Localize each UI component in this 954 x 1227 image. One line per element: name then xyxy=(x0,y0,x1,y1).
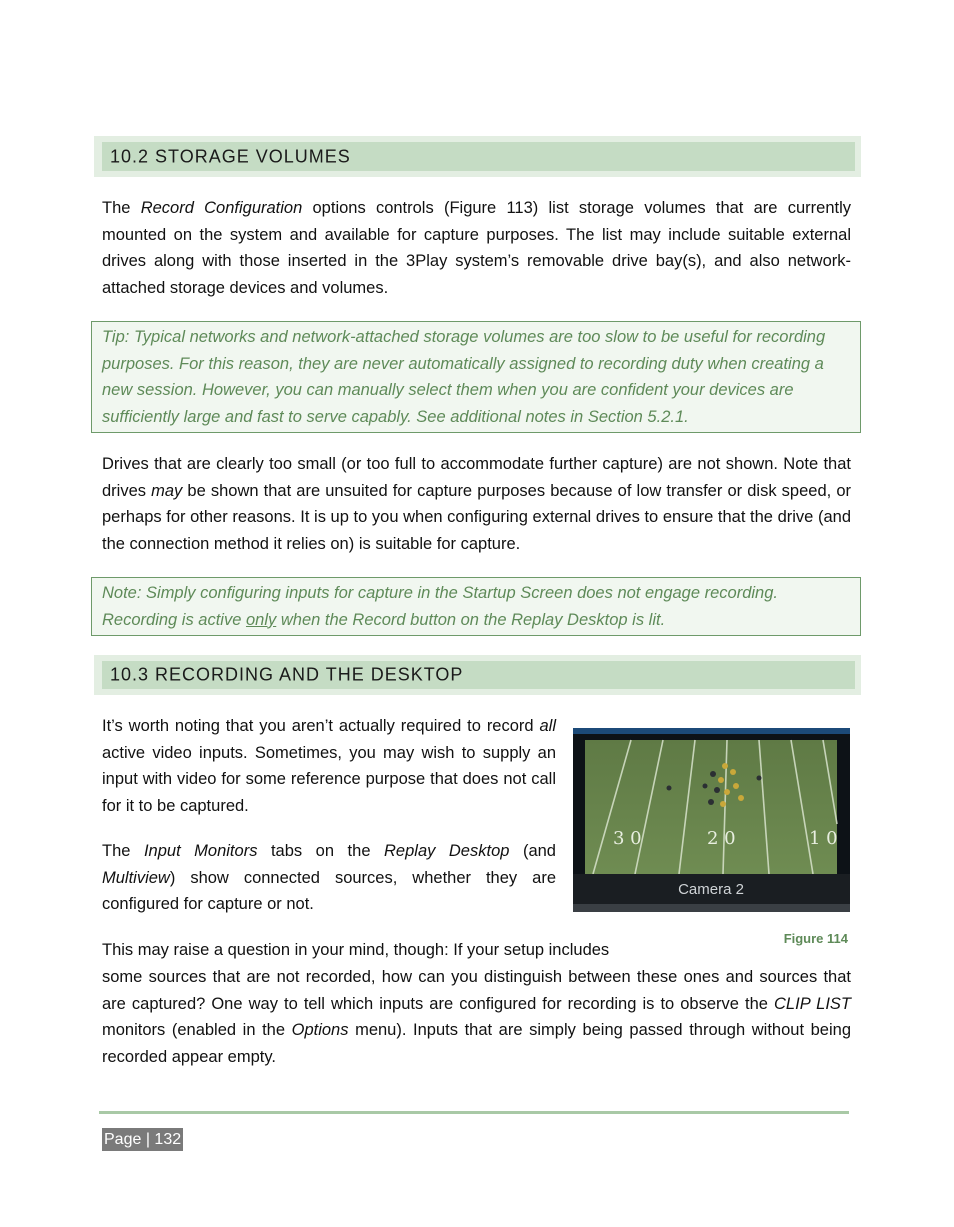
text-run: be shown that are unsuited for capture purposes because of low transfer or disk speed, or perhaps for other reasons. It is up to you when configuring external drives to ensure that the drive (and the connection method it relies on) is suitable for capture. xyxy=(102,481,851,553)
text-run-italic: Replay Desktop xyxy=(384,842,510,860)
camera-label: Camera 2 xyxy=(678,881,744,898)
text-run: ) show connected sources, whether they are configured for capture or not. xyxy=(102,868,556,914)
text-run: Note: Simply configuring inputs for capture in the Startup Screen does not engage recording. Recording is active xyxy=(102,584,778,629)
recording-paragraph-1 xyxy=(102,713,556,819)
text-run: monitors (enabled in the xyxy=(102,1021,292,1040)
text-run-italic: Multiview xyxy=(102,868,170,887)
yard-marker-10: 1 0 xyxy=(809,828,838,849)
yard-marker-20: 2 0 xyxy=(707,828,736,849)
text-run: (and xyxy=(509,842,556,860)
heading-text: 10.3 RECORDING AND THE DESKTOP xyxy=(110,664,464,685)
tip-box xyxy=(91,321,861,433)
heading-bar xyxy=(102,661,855,689)
section-10-2-heading xyxy=(94,136,861,177)
text-run: Drives that are clearly too small (or too full to accommodate further capture) are not shown. Note that drives xyxy=(102,455,851,500)
recording-paragraph-3 xyxy=(102,964,851,1070)
storage-paragraph-2 xyxy=(102,451,851,557)
text-run-italic: Input Monitors xyxy=(143,842,258,860)
text-run: some sources that are not recorded, how can you distinguish between these ones and sources that are captured? One way to tell which inputs are configured for recording is to observe the xyxy=(102,968,851,1013)
yard-marker-30: 3 0 xyxy=(613,828,642,849)
storage-paragraph-1 xyxy=(102,195,851,301)
text-run-italic: Record Configuration xyxy=(140,199,303,217)
text-run: It’s worth noting that you aren’t actually required to record xyxy=(102,717,540,735)
text-run: tabs on the xyxy=(257,842,385,860)
text-run: The xyxy=(102,199,141,217)
figure-114-camera-monitor xyxy=(573,728,850,912)
text-run: when the Record button on the Replay Desktop is lit. xyxy=(276,610,666,629)
text-run: menu). Inputs that are simply being passed through without being recorded appear empty. xyxy=(102,1021,851,1066)
footer-rule xyxy=(99,1111,849,1114)
text-run-italic: CLIP LIST xyxy=(774,994,851,1013)
figure-caption: Figure 114 xyxy=(783,931,848,946)
text-run: This may raise a question in your mind, though: If your setup includes xyxy=(102,941,610,959)
note-text xyxy=(102,580,850,633)
note-box xyxy=(91,577,861,636)
text-run: active video inputs. Sometimes, you may wish to supply an input with video for some reference purpose that does not call for it to be captured. xyxy=(102,743,556,815)
text-run-italic: Options xyxy=(291,1021,349,1040)
text-run: The xyxy=(102,842,144,860)
heading-text: 10.2 STORAGE VOLUMES xyxy=(110,146,351,166)
football-field-image xyxy=(573,728,850,912)
text-run-italic: all xyxy=(539,717,556,735)
tip-text: Tip: Typical networks and network-attached storage volumes are too slow to be useful for recording purposes. For this reason, they are never automatically assigned to recording duty when creating a new session. However, you can manually select them when you are confident your devices are sufficiently large and fast to serve capably. See additional notes in Section 5.2.1. xyxy=(102,328,826,426)
recording-paragraph-2 xyxy=(102,838,556,918)
section-10-3-heading xyxy=(94,655,861,695)
text-run-underlined: only xyxy=(245,610,277,629)
heading-bar xyxy=(102,142,855,171)
text-run: options controls (Figure 113) list storage volumes that are currently mounted on the system and available for capture purposes. The list may include suitable external drives along with those inserted in the 3Play system’s removable drive bay(s), and also network-attached storage devices and volumes. xyxy=(102,199,851,297)
text-run-italic: may xyxy=(151,481,183,500)
recording-paragraph-3-line1 xyxy=(102,937,672,964)
page-number: Page | 132 xyxy=(102,1128,183,1151)
